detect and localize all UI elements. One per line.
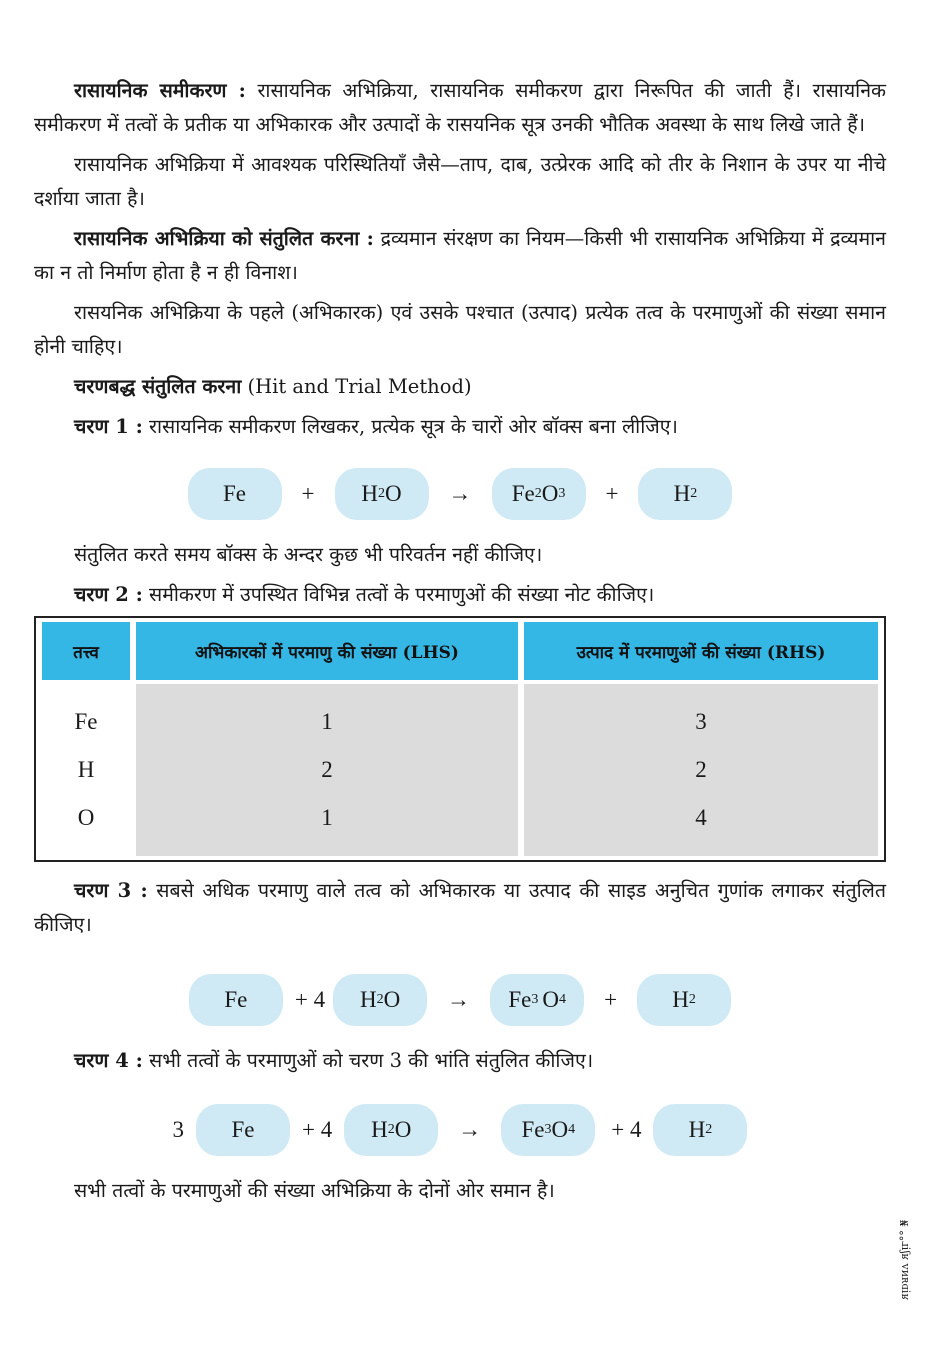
side-margin-text [880, 1110, 920, 1300]
subscript: 2 [376, 992, 384, 1007]
eq3-box-h2o [344, 1104, 438, 1156]
note-no-change: संतुलित करते समय बॉक्स के अन्दर कुछ भी परिवर्तन नहीं कीजिए। [74, 543, 543, 566]
symbol-h: H [673, 481, 691, 506]
page-content [34, 74, 886, 1208]
step-4-label: चरण 4 : [74, 1049, 143, 1072]
step-1-text: रासायनिक समीकरण लिखकर, प्रत्येक सूत्र के चारों ओर बॉक्स बना लीजिए। [142, 415, 678, 438]
side-text: ᴙᴉᴅᴚᴎᴧ ᴙʃᴉᴦ°° ₦ [898, 1219, 911, 1300]
subscript: 2 [378, 486, 385, 501]
lhs-fe: 1 [321, 709, 333, 734]
formula-fe: Fe [231, 1117, 255, 1142]
step-1-label: चरण 1 : [74, 415, 143, 438]
step-2-label: चरण 2 : [74, 583, 143, 606]
symbol-h: H [672, 987, 689, 1012]
symbol-o: O [394, 1117, 412, 1142]
subscript: 4 [568, 1122, 576, 1137]
eq1-box-h2o [335, 468, 429, 520]
rhs-column [524, 684, 878, 856]
element-h: H [77, 757, 95, 782]
equation-2 [34, 970, 886, 1030]
eq3-box-fe3o4 [501, 1104, 595, 1156]
eq3-coef-h2o: + 4 [302, 1117, 333, 1142]
symbol-fe: Fe [521, 1117, 545, 1142]
eq1-box-fe [188, 468, 282, 520]
header-lhs: अभिकारकों में परमाणु की संख्या (LHS) [136, 622, 518, 680]
eq2-box-h2o-formula [333, 974, 427, 1026]
element-o: O [77, 805, 95, 830]
para-text: रासायनिक अभिक्रिया, रासायनिक समीकरण द्वारा निरूपित की जाती हैं। रासायनिक समीकरण में तत्वों के प्रतीक या अभिकारक और उत्पादों के रासयनिक सूत्र उनकी भौतिक अवस्था के साथ लिखे जाते हैं। [34, 79, 886, 136]
step-4 [34, 1044, 886, 1078]
step-3 [34, 874, 886, 942]
term-stepwise: चरणबद्ध संतुलित करना [74, 375, 242, 398]
eq2-arrow: → [447, 987, 471, 1012]
symbol-h: H [688, 1117, 706, 1142]
step-1 [34, 410, 886, 444]
eq1-arrow: → [448, 481, 472, 506]
symbol-h: H [360, 987, 377, 1012]
eq3-coef-fe: 3 [172, 1117, 185, 1142]
eq1-plus-2: + [605, 481, 619, 506]
eq3-arrow: → [458, 1117, 482, 1142]
formula-fe: Fe [223, 481, 247, 506]
symbol-h: H [361, 481, 378, 506]
symbol-o: O [383, 987, 401, 1012]
lhs-h: 2 [321, 757, 333, 782]
subscript: 2 [688, 992, 696, 1007]
eq1-box-fe2o3 [492, 468, 586, 520]
eq1-box-h2 [638, 468, 732, 520]
step-4-text: सभी तत्वों के परमाणुओं को चरण 3 की भांति संतुलित कीजिए। [142, 1049, 594, 1072]
para-atoms-equal: रासयनिक अभिक्रिया के पहले (अभिकारक) एवं उसके पश्चात (उत्पाद) प्रत्येक तत्व के परमाणुओं की संख्या समान होनी चाहिए। [34, 301, 886, 358]
element-fe: Fe [74, 709, 98, 734]
formula-fe: Fe [224, 987, 248, 1012]
final-statement: सभी तत्वों के परमाणुओं की संख्या अभिक्रिया के दोनों ओर समान है। [74, 1179, 555, 1202]
step-2-text: समीकरण में उपस्थित विभिन्न तत्वों के परमाणुओं की संख्या नोट कीजिए। [142, 583, 655, 606]
eq3-box-h2 [653, 1104, 747, 1156]
subscript: 3 [544, 1122, 552, 1137]
subscript: 2 [705, 1122, 713, 1137]
table-row [42, 684, 878, 856]
eq2-box-h2o [283, 974, 325, 1026]
eq2-box-fe [189, 974, 283, 1026]
atom-count-table [34, 616, 886, 862]
subscript: 3 [558, 486, 566, 501]
subscript: 4 [558, 992, 566, 1007]
equation-3 [34, 1100, 886, 1160]
para-conditions: रासायनिक अभिक्रिया में आवश्यक परिस्थितियाँ जैसे—ताप, दाब, उत्प्रेरक आदि को तीर के निशान के उपर या नीचे दर्शाया जाता है। [34, 153, 886, 210]
rhs-h: 2 [695, 757, 707, 782]
step-2 [34, 578, 886, 612]
para-text: (Hit and Trial Method) [241, 375, 472, 398]
eq1-plus: + [301, 481, 315, 506]
lhs-column [136, 684, 518, 856]
step-3-text: सबसे अधिक परमाणु वाले तत्व को अभिकारक या उत्पाद की साइड अनुचित गुणांक लगाकर संतुलित कीजिए। [34, 879, 886, 936]
symbol-o: O [385, 481, 402, 506]
symbol-fe: Fe [511, 481, 535, 506]
symbol-h: H [371, 1117, 388, 1142]
header-rhs: उत्पाद में परमाणुओं की संख्या (RHS) [524, 622, 878, 680]
rhs-o: 4 [695, 805, 707, 830]
eq3-coef-h2: + 4 [611, 1117, 642, 1142]
rhs-fe: 3 [695, 709, 707, 734]
term-chemical-equation: रासायनिक समीकरण : [74, 79, 246, 102]
subscript: 2 [534, 486, 542, 501]
equation-1 [34, 464, 886, 524]
step-3-label: चरण 3 : [74, 879, 148, 902]
eq3-box-fe [196, 1104, 290, 1156]
para-chemical-equation [34, 74, 886, 142]
eq2-box-fe3o4 [490, 974, 584, 1026]
symbol-o: O [541, 481, 559, 506]
lhs-o: 1 [321, 805, 333, 830]
para-balancing [34, 222, 886, 290]
element-column [42, 684, 130, 856]
term-balancing: रासायनिक अभिक्रिया को संतुलित करना : [74, 227, 374, 250]
symbol-o: O [551, 1117, 569, 1142]
subscript: 2 [387, 1122, 395, 1137]
symbol-fe: Fe [508, 987, 532, 1012]
para-text: द्रव्यमान संरक्षण का नियम—किसी भी रासायनिक अभिक्रिया में द्रव्यमान का न तो निर्माण होता है न ही विनाश। [34, 227, 887, 284]
symbol-o: O [542, 987, 559, 1012]
subscript: 2 [690, 486, 698, 501]
coefficient: + 4 [294, 987, 326, 1012]
eq2-box-h2 [637, 974, 731, 1026]
header-element: तत्त्व [42, 622, 130, 680]
eq2-plus: + [604, 987, 618, 1012]
subscript: 3 [531, 992, 539, 1007]
para-hit-trial [34, 370, 886, 404]
